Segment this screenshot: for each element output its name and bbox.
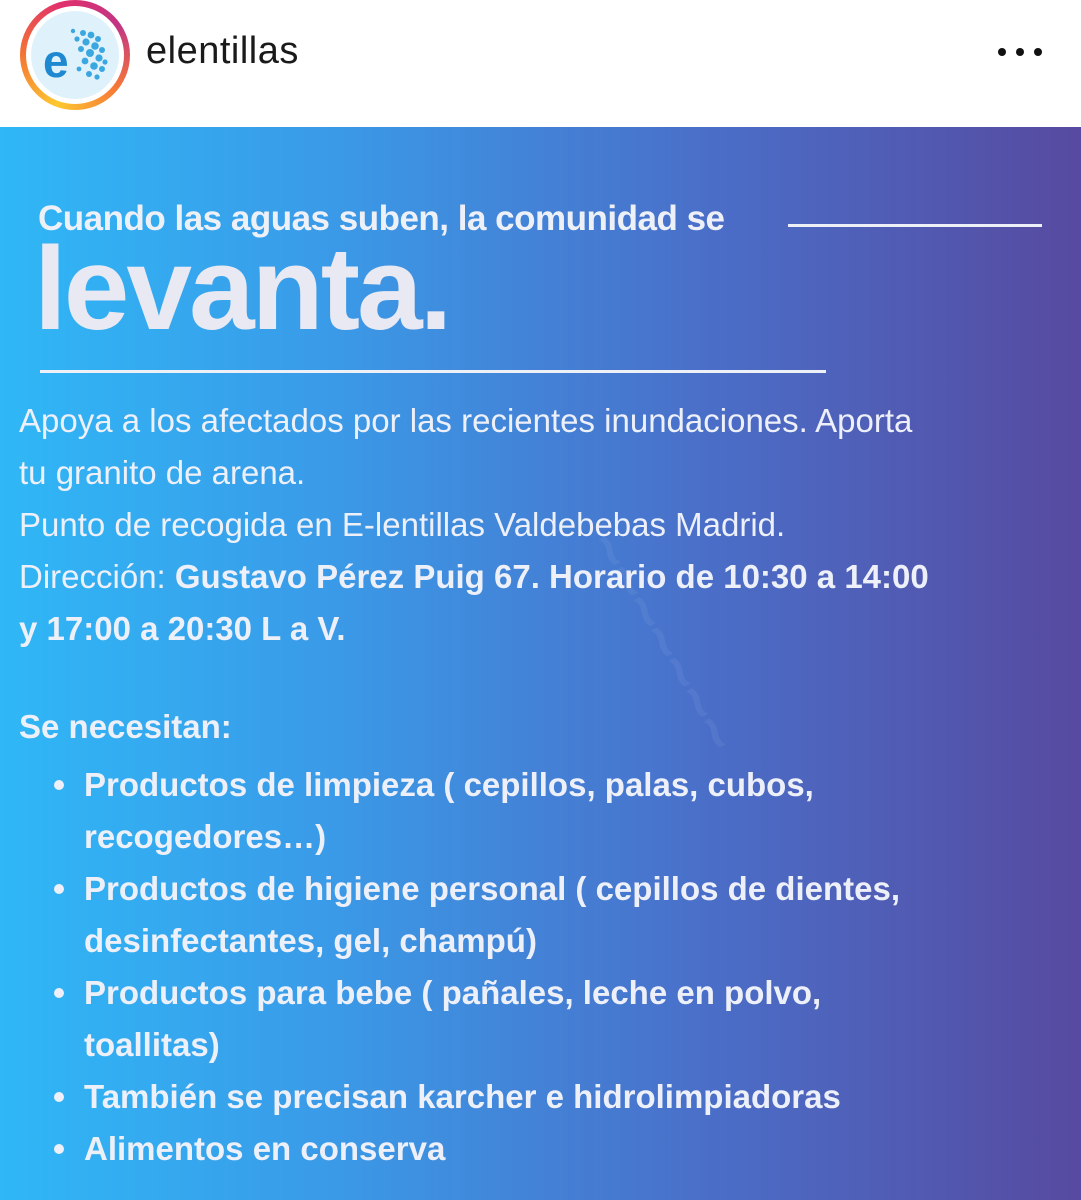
divider-line [40, 370, 826, 373]
list-item: También se precisan karcher e hidrolimpiadoras [52, 1071, 1062, 1123]
dot [998, 48, 1006, 56]
story-ring[interactable] [20, 0, 130, 110]
account-username[interactable]: elentillas [146, 30, 299, 72]
address-line [19, 551, 1069, 603]
intro-line: tu granito de arena. [19, 454, 306, 491]
logo-graphic [31, 11, 119, 99]
dot [1034, 48, 1042, 56]
list-item: Productos para bebe ( pañales, leche en polvo, toallitas) [52, 967, 1062, 1071]
needs-list [52, 759, 1062, 1175]
divider-line [788, 224, 1042, 227]
list-item: Productos de higiene personal ( cepillos de dientes, desinfectantes, gel, champú) [52, 863, 1062, 967]
dot [1016, 48, 1024, 56]
more-options-icon[interactable] [990, 34, 1050, 70]
list-item: Alimentos en conserva [52, 1123, 1062, 1175]
svg-text:e: e [43, 35, 69, 87]
intro-line: Apoya a los afectados por las recientes inundaciones. Aporta [19, 402, 913, 439]
post-header [0, 0, 1081, 127]
post-big-word: levanta. [34, 223, 450, 355]
address-label: Dirección: [19, 558, 175, 595]
watermark: ~~~~~~~ [572, 518, 753, 765]
needs-title: Se necesitan: [19, 708, 232, 745]
pickup-line: Punto de recogida en E-lentillas Valdebebas Madrid. [19, 506, 786, 543]
post-body [19, 395, 1069, 655]
hours-line: y 17:00 a 20:30 L a V. [19, 610, 346, 647]
list-item: Productos de limpieza ( cepillos, palas, cubos, recogedores…) [52, 759, 1062, 863]
elentillas-logo-icon[interactable] [31, 11, 119, 99]
post-headline: Cuando las aguas suben, la comunidad se [38, 199, 725, 238]
address-value: Gustavo Pérez Puig 67. Horario de 10:30 a 14:00 [174, 558, 929, 595]
post-image[interactable] [0, 127, 1081, 1200]
